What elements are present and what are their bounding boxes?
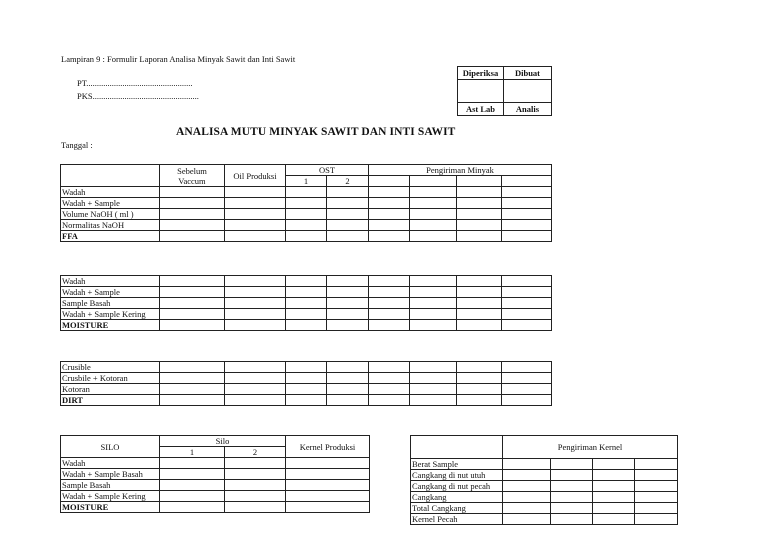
entry-cell[interactable] <box>410 309 457 320</box>
entry-cell[interactable] <box>369 395 410 406</box>
table-row <box>61 309 552 320</box>
mill-name-field: PKS.................................................. <box>77 91 199 101</box>
entry-cell[interactable] <box>369 220 410 231</box>
entry-cell[interactable] <box>503 459 551 470</box>
entry-cell[interactable] <box>457 373 502 384</box>
entry-cell[interactable] <box>551 481 593 492</box>
entry-cell[interactable] <box>160 469 225 480</box>
entry-cell[interactable] <box>593 470 635 481</box>
entry-cell[interactable] <box>160 373 225 384</box>
entry-cell[interactable] <box>160 209 225 220</box>
col-silo-2: 2 <box>225 447 286 458</box>
entry-cell[interactable] <box>410 187 457 198</box>
entry-cell[interactable] <box>457 309 502 320</box>
table-row <box>411 481 678 492</box>
entry-cell[interactable] <box>286 458 370 469</box>
entry-cell[interactable] <box>160 220 225 231</box>
entry-cell[interactable] <box>160 384 225 395</box>
entry-cell[interactable] <box>225 276 286 287</box>
entry-cell[interactable] <box>286 480 370 491</box>
entry-cell[interactable] <box>457 320 502 331</box>
entry-cell[interactable] <box>457 287 502 298</box>
entry-cell[interactable] <box>286 276 327 287</box>
entry-cell[interactable] <box>457 276 502 287</box>
entry-cell[interactable] <box>369 209 410 220</box>
entry-cell[interactable] <box>160 502 225 513</box>
entry-cell[interactable] <box>502 384 552 395</box>
table-row <box>61 502 370 513</box>
entry-cell[interactable] <box>225 480 286 491</box>
entry-cell[interactable] <box>502 231 552 242</box>
table-row <box>61 469 370 480</box>
entry-cell[interactable] <box>160 309 225 320</box>
entry-cell[interactable] <box>369 187 410 198</box>
entry-cell[interactable] <box>593 481 635 492</box>
company-name-field: PT.................................................. <box>77 78 193 88</box>
entry-cell[interactable] <box>160 320 225 331</box>
col-silo-label: SILO <box>61 436 160 458</box>
maker-role: Analis <box>504 103 552 116</box>
entry-cell[interactable] <box>551 514 593 525</box>
entry-cell[interactable] <box>327 298 369 309</box>
kernel-moisture-table <box>60 435 370 513</box>
entry-cell[interactable] <box>327 276 369 287</box>
entry-cell[interactable] <box>286 320 327 331</box>
table-row <box>411 514 678 525</box>
entry-cell[interactable] <box>551 459 593 470</box>
entry-cell[interactable] <box>160 298 225 309</box>
entry-cell[interactable] <box>502 187 552 198</box>
row-label: MOISTURE <box>61 320 160 331</box>
row-label: Crusbile + Kotoran <box>61 373 160 384</box>
date-label: Tanggal : <box>61 140 93 150</box>
entry-cell[interactable] <box>160 480 225 491</box>
shipping-subcol <box>369 176 410 187</box>
table-row <box>61 458 370 469</box>
entry-cell[interactable] <box>635 514 678 525</box>
entry-cell[interactable] <box>160 287 225 298</box>
page-title: ANALISA MUTU MINYAK SAWIT DAN INTI SAWIT <box>176 126 456 138</box>
entry-cell[interactable] <box>286 384 327 395</box>
entry-cell[interactable] <box>286 491 370 502</box>
entry-cell[interactable] <box>593 459 635 470</box>
entry-cell[interactable] <box>635 459 678 470</box>
entry-cell[interactable] <box>369 298 410 309</box>
entry-cell[interactable] <box>410 220 457 231</box>
table-row <box>61 384 552 395</box>
entry-cell[interactable] <box>503 470 551 481</box>
signature-box <box>457 66 552 116</box>
entry-cell[interactable] <box>410 298 457 309</box>
entry-cell[interactable] <box>551 492 593 503</box>
row-label: Wadah <box>61 458 160 469</box>
entry-cell[interactable] <box>286 309 327 320</box>
entry-cell[interactable] <box>225 362 286 373</box>
row-label: Kotoran <box>61 384 160 395</box>
entry-cell[interactable] <box>410 373 457 384</box>
row-label: Wadah + Sample <box>61 287 160 298</box>
entry-cell[interactable] <box>225 395 286 406</box>
row-label: Wadah + Sample Kering <box>61 309 160 320</box>
row-label: Cangkang di nut utuh <box>411 470 503 481</box>
entry-cell[interactable] <box>327 287 369 298</box>
entry-cell[interactable] <box>160 187 225 198</box>
entry-cell[interactable] <box>457 384 502 395</box>
entry-cell[interactable] <box>502 373 552 384</box>
entry-cell[interactable] <box>286 187 327 198</box>
entry-cell[interactable] <box>160 491 225 502</box>
entry-cell[interactable] <box>225 209 286 220</box>
table-row <box>61 480 370 491</box>
entry-cell[interactable] <box>327 209 369 220</box>
entry-cell[interactable] <box>369 231 410 242</box>
row-label: Wadah + Sample Kering <box>61 491 160 502</box>
entry-cell[interactable] <box>327 395 369 406</box>
entry-cell[interactable] <box>593 503 635 514</box>
entry-cell[interactable] <box>225 231 286 242</box>
entry-cell[interactable] <box>369 320 410 331</box>
row-label: MOISTURE <box>61 502 160 513</box>
table-row <box>61 187 552 198</box>
entry-cell[interactable] <box>457 362 502 373</box>
table-row <box>411 459 678 470</box>
entry-cell[interactable] <box>635 481 678 492</box>
entry-cell[interactable] <box>327 231 369 242</box>
table-row <box>61 320 552 331</box>
entry-cell[interactable] <box>369 362 410 373</box>
col-kernel-production: Kernel Produksi <box>286 436 370 458</box>
entry-cell[interactable] <box>635 470 678 481</box>
table-row <box>411 503 678 514</box>
entry-cell[interactable] <box>225 458 286 469</box>
row-label: Normalitas NaOH <box>61 220 160 231</box>
appendix-caption: Lampiran 9 : Formulir Laporan Analisa Minyak Sawit dan Inti Sawit <box>61 54 296 64</box>
entry-cell[interactable] <box>286 395 327 406</box>
row-label: Wadah <box>61 187 160 198</box>
entry-cell[interactable] <box>369 287 410 298</box>
entry-cell[interactable] <box>225 469 286 480</box>
row-label: DIRT <box>61 395 160 406</box>
row-label: Volume NaOH ( ml ) <box>61 209 160 220</box>
kernel-shipping-table <box>410 435 678 525</box>
entry-cell[interactable] <box>225 502 286 513</box>
entry-cell[interactable] <box>410 320 457 331</box>
entry-cell[interactable] <box>369 384 410 395</box>
entry-cell[interactable] <box>160 231 225 242</box>
table-row <box>61 298 552 309</box>
entry-cell[interactable] <box>502 287 552 298</box>
table-row <box>61 373 552 384</box>
entry-cell[interactable] <box>225 187 286 198</box>
entry-cell[interactable] <box>410 287 457 298</box>
entry-cell[interactable] <box>327 320 369 331</box>
entry-cell[interactable] <box>286 231 327 242</box>
checker-role: Ast Lab <box>458 103 504 116</box>
entry-cell[interactable] <box>286 362 327 373</box>
entry-cell[interactable] <box>160 395 225 406</box>
entry-cell[interactable] <box>635 492 678 503</box>
checked-by-signature-cell <box>458 80 504 103</box>
entry-cell[interactable] <box>286 469 370 480</box>
entry-cell[interactable] <box>410 209 457 220</box>
col-oil-production: Oil Produksi <box>225 165 286 187</box>
entry-cell[interactable] <box>160 458 225 469</box>
entry-cell[interactable] <box>369 198 410 209</box>
entry-cell[interactable] <box>225 198 286 209</box>
entry-cell[interactable] <box>593 492 635 503</box>
row-label: Cangkang di nut pecah <box>411 481 503 492</box>
entry-cell[interactable] <box>160 362 225 373</box>
checked-by-header: Diperiksa <box>458 67 504 80</box>
entry-cell[interactable] <box>503 492 551 503</box>
entry-cell[interactable] <box>503 481 551 492</box>
entry-cell[interactable] <box>551 503 593 514</box>
table-row <box>61 220 552 231</box>
entry-cell[interactable] <box>410 198 457 209</box>
col-ost: OST <box>286 165 369 176</box>
entry-cell[interactable] <box>225 287 286 298</box>
table-row <box>61 395 552 406</box>
row-label: Kernel Pecah <box>411 514 503 525</box>
oil-moisture-table <box>60 275 552 331</box>
col-before-vacuum <box>160 165 225 187</box>
entry-cell[interactable] <box>286 298 327 309</box>
entry-cell[interactable] <box>286 198 327 209</box>
entry-cell[interactable] <box>457 231 502 242</box>
row-label: Sample Basah <box>61 298 160 309</box>
entry-cell[interactable] <box>327 309 369 320</box>
entry-cell[interactable] <box>502 220 552 231</box>
table-row <box>61 198 552 209</box>
entry-cell[interactable] <box>502 198 552 209</box>
col-oil-shipping: Pengiriman Minyak <box>369 165 552 176</box>
entry-cell[interactable] <box>225 491 286 502</box>
table-row <box>61 491 370 502</box>
entry-cell[interactable] <box>503 514 551 525</box>
row-label: Wadah <box>61 276 160 287</box>
entry-cell[interactable] <box>457 298 502 309</box>
entry-cell[interactable] <box>327 198 369 209</box>
entry-cell[interactable] <box>410 276 457 287</box>
entry-cell[interactable] <box>502 309 552 320</box>
entry-cell[interactable] <box>327 362 369 373</box>
col-before-vacuum-line1: Sebelum <box>177 165 207 176</box>
entry-cell[interactable] <box>551 470 593 481</box>
col-ost-2: 2 <box>327 176 369 187</box>
entry-cell[interactable] <box>502 320 552 331</box>
entry-cell[interactable] <box>327 220 369 231</box>
entry-cell[interactable] <box>369 309 410 320</box>
table-row <box>61 276 552 287</box>
entry-cell[interactable] <box>410 395 457 406</box>
entry-cell[interactable] <box>286 373 327 384</box>
entry-cell[interactable] <box>593 514 635 525</box>
entry-cell[interactable] <box>225 373 286 384</box>
entry-cell[interactable] <box>457 187 502 198</box>
entry-cell[interactable] <box>503 503 551 514</box>
entry-cell[interactable] <box>327 187 369 198</box>
entry-cell[interactable] <box>225 298 286 309</box>
table-row <box>61 231 552 242</box>
shipping-subcol <box>457 176 502 187</box>
shipping-subcol <box>502 176 552 187</box>
col-silo: Silo <box>160 436 286 447</box>
table-row <box>411 470 678 481</box>
entry-cell[interactable] <box>327 373 369 384</box>
entry-cell[interactable] <box>502 209 552 220</box>
entry-cell[interactable] <box>225 384 286 395</box>
entry-cell[interactable] <box>502 276 552 287</box>
table-row <box>411 492 678 503</box>
entry-cell[interactable] <box>286 220 327 231</box>
entry-cell[interactable] <box>327 384 369 395</box>
row-label: Cangkang <box>411 492 503 503</box>
entry-cell[interactable] <box>502 298 552 309</box>
entry-cell[interactable] <box>286 209 327 220</box>
entry-cell[interactable] <box>225 320 286 331</box>
table-row <box>61 287 552 298</box>
entry-cell[interactable] <box>457 209 502 220</box>
header-blank-cell <box>61 165 160 187</box>
entry-cell[interactable] <box>225 220 286 231</box>
entry-cell[interactable] <box>457 220 502 231</box>
shipping-subcol <box>410 176 457 187</box>
made-by-header: Dibuat <box>504 67 552 80</box>
entry-cell[interactable] <box>410 384 457 395</box>
col-ost-1: 1 <box>286 176 327 187</box>
dirt-table <box>60 361 552 406</box>
col-kernel-shipping: Pengiriman Kernel <box>503 436 678 459</box>
table-row <box>61 209 552 220</box>
entry-cell[interactable] <box>635 503 678 514</box>
row-label: FFA <box>61 231 160 242</box>
entry-cell[interactable] <box>410 231 457 242</box>
entry-cell[interactable] <box>369 373 410 384</box>
col-silo-1: 1 <box>160 447 225 458</box>
entry-cell[interactable] <box>160 198 225 209</box>
entry-cell[interactable] <box>457 395 502 406</box>
ffa-table <box>60 164 552 242</box>
table-row <box>61 362 552 373</box>
row-label: Crusible <box>61 362 160 373</box>
entry-cell[interactable] <box>457 198 502 209</box>
col-before-vacuum-line2: Vaccum <box>178 175 206 186</box>
entry-cell[interactable] <box>502 362 552 373</box>
entry-cell[interactable] <box>225 309 286 320</box>
row-label: Berat Sample <box>411 459 503 470</box>
entry-cell[interactable] <box>410 362 457 373</box>
row-label: Total Cangkang <box>411 503 503 514</box>
entry-cell[interactable] <box>160 276 225 287</box>
entry-cell[interactable] <box>286 502 370 513</box>
entry-cell[interactable] <box>502 395 552 406</box>
header-blank-cell <box>411 436 503 459</box>
made-by-signature-cell <box>504 80 552 103</box>
row-label: Wadah + Sample Basah <box>61 469 160 480</box>
row-label: Sample Basah <box>61 480 160 491</box>
row-label: Wadah + Sample <box>61 198 160 209</box>
entry-cell[interactable] <box>369 276 410 287</box>
entry-cell[interactable] <box>286 287 327 298</box>
